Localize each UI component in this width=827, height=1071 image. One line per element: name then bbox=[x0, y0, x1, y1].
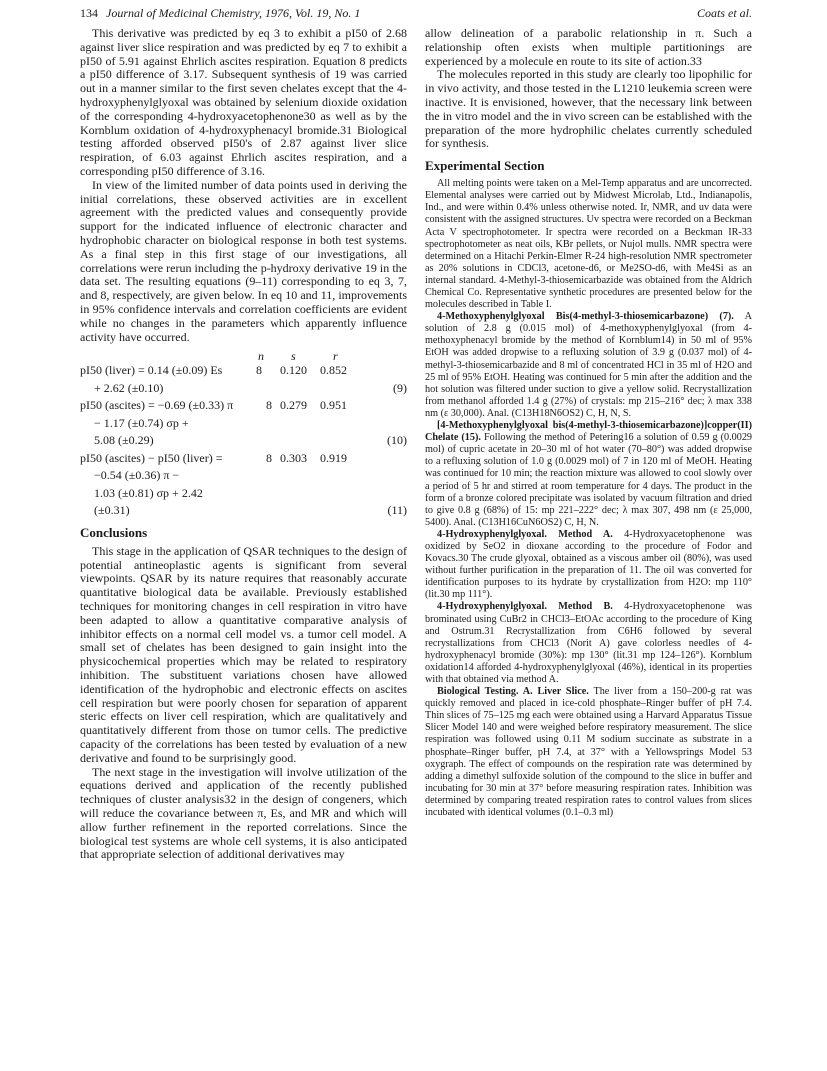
equation-11-n: 8 bbox=[266, 450, 272, 465]
journal-citation: Journal of Medicinal Chemistry, 1976, Vol. 19, No. 1 bbox=[106, 6, 361, 20]
procedure-heading: [4-Methoxyphenylglyoxal bis(4-methyl-3-thiosemicarbazone)]copper(II) Chelate (15). bbox=[425, 420, 752, 444]
left-column bbox=[80, 27, 407, 862]
procedure-text: Following the method of Petering16 a solution of 0.59 g (0.0029 mol) of cupric acetate in 20–30 ml of hot water (70–80°) was added dropwise to a refluxing solution of 1.0 g (0.0029 mol) of 7 in 120 ml of MeOH. Heating was continued for 10 min; the reaction mixture was allowed to cool slowly over a period of 5 hr and stirred at room temperature for 4 days. The product in the form of a bronze colored precipitate was isolated by vacuum filtration and dried to give 0.8 g (68%) of 15: mp 221–222° dec; λ max 307, 498 nm (ε 25,000, 5400). Anal. (C13H16CuN6OS2) C, H, N. bbox=[425, 432, 753, 528]
n-header: n bbox=[258, 349, 264, 364]
equation-stat-headers bbox=[80, 349, 407, 363]
right-column bbox=[425, 27, 752, 819]
equation-11-number: (11) bbox=[387, 503, 407, 518]
equation-10-text: 5.08 (±0.29) bbox=[94, 433, 154, 448]
author-line: Coats et al. bbox=[696, 6, 752, 20]
equation-block bbox=[80, 349, 407, 521]
equation-9-line bbox=[80, 381, 407, 399]
equation-11-text: 1.03 (±0.81) σp + 2.42 bbox=[94, 485, 203, 500]
section-heading-conclusions: Conclusions bbox=[80, 524, 148, 540]
body-paragraph: This derivative was predicted by eq 3 to exhibit a pI50 of 2.68 against liver slice respiration and was predicted by eq 7 to exhibit a pI50 of 5.91 against Ehrlich ascites respiration. Equation 8 predicts a pI50 difference of 3.17. Subsequent synthesis of 19 was carried out in a manner similar to the first seven chelates except that the 4-hydroxyphenylglyoxal was obtained by selenium dioxide oxidation of the corresponding 4-hydroxyacetophenone30 as well as by the Kornblum oxidation of 4-hydroxyphenacyl bromide.31 Biological testing afforded observed pI50's of 2.87 against liver slice respiration, of 6.03 against Ehrlich ascites respiration, and a corresponding pI50 difference of 3.16. bbox=[80, 26, 407, 178]
body-paragraph: In view of the limited number of data points used in deriving the initial correlations, these observed activities are in excellent agreement with the predicted values and consequently provide support for the indicated influence of electronic character and hydrophobic character on biological response in both test systems. As a final step in this first stage of our investigations, all correlations were rerun including the p-hydroxy derivative 19 in the data set. The resulting equations (9–11) corresponding to eq 3, 7, and 8, respectively, are given below. In eq 10 and 11, improvements in 95% confidence intervals and correlation coefficients are evident while no changes in the parameters which apparently influence activity have occurred. bbox=[80, 177, 407, 344]
procedure-text: 4-Hydroxyacetophenone was oxidized by SeO2 in dioxane according to the procedure of Fodor and Kovacs.30 The crude glyoxal, obtained as a viscous amber oil (80%), was used without further purification in the preparation of 11. The oil was converted for identification purposes to its hydrate by crystallization from H2O: mp 110° (lit.30 mp 111°). bbox=[425, 528, 752, 601]
body-paragraph: The molecules reported in this study are clearly too lipophilic for in vivo activity, and those tested in the L1210 leukemia screen were inactive. It is envisioned, however, that the necessary link between the in vitro model and the in vivo screen can be established with the preparation of the more hydrophilic chelates currently scheduled for synthesis. bbox=[425, 67, 752, 151]
equation-9-n: 8 bbox=[256, 363, 262, 378]
equation-10-s: 0.279 bbox=[280, 398, 307, 413]
experimental-paragraph bbox=[425, 311, 752, 420]
experimental-paragraph: All melting points were taken on a Mel-Temp apparatus and are uncorrected. Elemental analyses were carried out by Midwest Microlab, Ltd., Indianapolis, Ind., and were within 0.4% unless otherwise noted. Ir, NMR, and uv data were consistent with the assigned structures. Uv spectra were recorded on a Beckman Acta V spectrophotometer. Ir spectra were recorded on a Beckman IR-33 spectrophotometer as neat oils, KBr pellets, or Nujol mulls. NMR spectra were determined on a Hitachi Perkin-Elmer R-24 high-resolution NMR spectrometer as 20% solutions in CDCl3, acetone-d6, or Me2SO-d6, with Me4Si as an internal standard. 4-Methyl-3-thiosemicarbazide was obtained from the Aldrich Chemical Co. Representative synthetic procedures are presented below for the molecules described in Table I. bbox=[425, 178, 752, 311]
equation-11-text: pI50 (ascites) − pI50 (liver) = bbox=[80, 450, 223, 465]
equation-10-line bbox=[80, 416, 407, 434]
experimental-paragraph bbox=[425, 601, 752, 686]
body-paragraph: The next stage in the investigation will involve utilization of the equations derived and application of the recently published techniques of cluster analysis32 in the design of congeners, which will reduce the covariance between π, Es, and MR and which will allow further refinement in the reported correlations. Since the biological test systems are whole cell systems, it is also anticipated that appropriate selection of additional derivatives may bbox=[80, 764, 407, 862]
equation-10-number: (10) bbox=[387, 433, 407, 448]
equation-9-r: 0.852 bbox=[320, 363, 347, 378]
equation-11-line bbox=[80, 468, 407, 486]
r-header: r bbox=[333, 349, 338, 364]
equation-10-line bbox=[80, 398, 407, 416]
section-heading-experimental: Experimental Section bbox=[425, 158, 545, 174]
procedure-heading: 4-Hydroxyphenylglyoxal. Method B. bbox=[437, 601, 613, 613]
procedure-text: The liver from a 150–200-g rat was quickly removed and placed in ice-cold phosphate–Ringer buffer of pH 7.4. Thin slices of 75–125 mg each were obtained using a Harvard Apparatus Tissue Slicer Model 140 and were weighed before respiratory measurement. The slice respiration was followed using 0.11 M sodium succinate as substrate in a phosphate–Ringer buffer, pH 7.4, at 37° with a Yellowsprings Model 53 oxygraph. The effect of compounds on the respiration rate was determined by adding a dimethyl sulfoxide solution of the compound to the slice in buffer and incubating for 30 min at 37° before measuring respiration rates. Inhibition was determined by comparing treated respiration rates to control values from slices incubated with identical volumes (0.1–0.3 ml) bbox=[425, 686, 752, 819]
experimental-paragraph bbox=[425, 420, 752, 529]
equation-10-n: 8 bbox=[266, 398, 272, 413]
equation-9-text: + 2.62 (±0.10) bbox=[94, 380, 164, 395]
equation-11-r: 0.919 bbox=[320, 450, 347, 465]
body-paragraph: This stage in the application of QSAR techniques to the design of potential antineoplastic agents is significant from several viewpoints. QSAR by its nature requires that reasonably accurate quantitative biological data be available. Previously established techniques for monitoring changes in cell respiration in vitro have been adapted to allow a quantitative comparative analysis of inhibitor effects on a normal cell model vs. a tumor cell model. A small set of chelates has been designed to gain insight into the physicochemical properties which may be related to respiratory inhibition. The substituent variations chosen have allowed identification of the hydrophobic and electronic effects on ascites cell respiration but were poorly chosen for separation of apparent steric effects on liver cell respiration, which are qualitatively and quantitatively different from those on tumor cells. The predictive capacity of the correlations has been tested by evaluation of a new derivative and found to be surprisingly good. bbox=[80, 543, 407, 765]
experimental-paragraph bbox=[425, 686, 752, 819]
equation-11-line bbox=[80, 486, 407, 504]
experimental-paragraph bbox=[425, 529, 752, 602]
page-number: 134 bbox=[80, 6, 98, 20]
procedure-text: 4-Hydroxyacetophenone was brominated using CuBr2 in CHCl3–EtOAc according to the procedure of King and Ostrum.31 Recrystallization from C6H6 followed by several recrystallizations from CHCl3 (Norit A) gave colorless needles of 4-hydroxyphenacyl bromide (30%): mp 130° (lit.31 mp 124–126°). Kornblum oxidation14 afforded 4-hydroxyphenylglyoxal (46%), identical in its properties with that obtained via method A. bbox=[425, 601, 752, 686]
equation-9-number: (9) bbox=[393, 380, 407, 395]
procedure-heading: 4-Hydroxyphenylglyoxal. Method A. bbox=[437, 528, 613, 540]
equation-11-text: −0.54 (±0.36) π − bbox=[94, 468, 180, 483]
equation-10-line bbox=[80, 433, 407, 451]
equation-10-text: − 1.17 (±0.74) σp + bbox=[94, 415, 189, 430]
procedure-heading: Biological Testing. A. Liver Slice. bbox=[437, 686, 589, 698]
equation-11-text: (±0.31) bbox=[94, 503, 130, 518]
equation-11-s: 0.303 bbox=[280, 450, 307, 465]
equation-11-line bbox=[80, 503, 407, 521]
procedure-text: A solution of 2.8 g (0.015 mol) of 4-methoxyphenylglyoxal (from 4-methoxyphenacyl bromide by the method of Kornblum14) in 50 ml of 95% EtOH was added dropwise to a refluxing solution of 3.9 g (0.037 mol) of 4-methyl-3-thiosemicarbazide and 8 ml of concentrated HCl in 35 ml of H2O and 25 ml of 95% EtOH. Heating was continued for 5 min after the addition and the hot solution was filtered under suction to give a yellow solid. Recrystallization from methanol afforded 1.4 g (27%) of crystals: mp 215–216° dec; λ max 338 nm (ε 30,000). Anal. (C13H18N6OS2) C, H, N, S. bbox=[425, 311, 752, 419]
procedure-heading: 4-Methoxyphenylglyoxal Bis(4-methyl-3-thiosemicarbazone) (7). bbox=[437, 311, 734, 323]
equation-9-line bbox=[80, 363, 407, 381]
equation-10-r: 0.951 bbox=[320, 398, 347, 413]
body-paragraph: allow delineation of a parabolic relationship in π. Such a relationship often exists when multiple partitionings are experienced by a molecule en route to its site of action.33 bbox=[425, 26, 752, 68]
equation-9-s: 0.120 bbox=[280, 363, 307, 378]
equation-9-text: pI50 (liver) = 0.14 (±0.09) Es bbox=[80, 363, 223, 378]
equation-10-text: pI50 (ascites) = −0.69 (±0.33) π bbox=[80, 398, 234, 413]
s-header: s bbox=[291, 349, 296, 364]
running-header bbox=[80, 6, 752, 24]
equation-11-line bbox=[80, 451, 407, 469]
